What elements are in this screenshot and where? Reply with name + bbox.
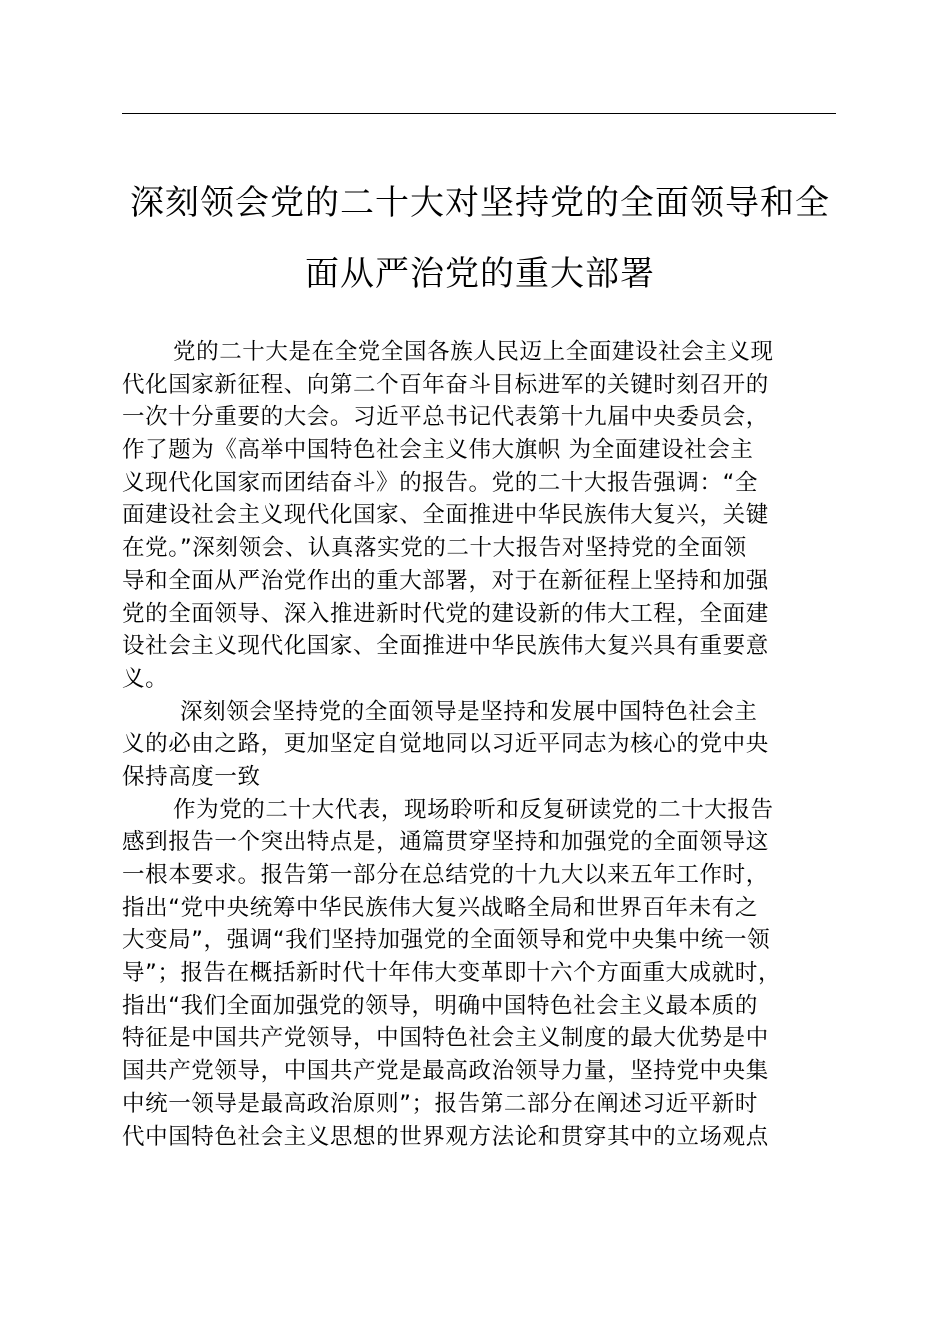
section-heading: [122, 696, 862, 794]
text-line: 深刻领会坚持党的全面领导是坚持和发展中国特色社会主: [180, 698, 758, 725]
text-line: 在党。”深刻领会、认真落实党的二十大报告对坚持党的全面领: [122, 535, 747, 562]
text-line: 导”；报告在概括新时代十年伟大变革即十六个方面重大成就时，: [122, 960, 782, 987]
document-title: [110, 168, 850, 310]
text-line: 代化国家新征程、向第二个百年奋斗目标进军的关键时刻召开的: [122, 371, 769, 398]
text-line: 党的二十大是在全党全国各族人民迈上全面建设社会主义现: [173, 339, 774, 365]
text-line: 国共产党领导，中国共产党是最高政治领导力量，坚持党中央集: [122, 1058, 769, 1085]
text-line: 指出“我们全面加强党的领导，明确中国特色社会主义最本质的: [122, 992, 758, 1019]
text-line: 义现代化国家而团结奋斗》的报告。党的二十大报告强调：“全: [122, 469, 758, 496]
text-line: 保持高度一致: [122, 763, 261, 790]
title-line: 面从严治党的重大部署: [305, 254, 655, 294]
text-line: 面建设社会主义现代化国家、全面推进中华民族伟大复兴，关键: [122, 502, 769, 529]
text-line: 一根本要求。报告第一部分在总结党的十九大以来五年工作时，: [122, 862, 769, 888]
text-line: 义。: [122, 665, 169, 692]
text-line: 特征是中国共产党领导，中国特色社会主义制度的最大优势是中: [122, 1025, 769, 1052]
text-line: 代中国特色社会主义思想的世界观方法论和贯穿其中的立场观点: [122, 1123, 769, 1150]
text-line: 中统一领导是最高政治原则”；报告第二部分在阐述习近平新时: [122, 1090, 758, 1117]
paragraph-body: [122, 794, 862, 1154]
header-rule: [122, 113, 836, 114]
document-body: [122, 336, 862, 1153]
text-line: 作了题为《高举中国特色社会主义伟大旗帜 为全面建设社会主: [122, 437, 754, 464]
text-line: 作为党的二十大代表，现场聆听和反复研读党的二十大报告: [173, 796, 774, 823]
text-line: 一次十分重要的大会。习近平总书记代表第十九届中央委员会，: [122, 404, 769, 431]
text-line: 感到报告一个突出特点是，通篇贯穿坚持和加强党的全面领导这: [122, 829, 769, 856]
text-line: 党的全面领导、深入推进新时代党的建设新的伟大工程，全面建: [122, 600, 769, 627]
text-line: 指出“党中央统筹中华民族伟大复兴战略全局和世界百年未有之: [122, 894, 758, 921]
paragraph-intro: [122, 336, 862, 696]
title-line: 深刻领会党的二十大对坚持党的全面领导和全: [130, 183, 830, 223]
text-line: 设社会主义现代化国家、全面推进中华民族伟大复兴具有重要意: [122, 633, 769, 660]
text-line: 导和全面从严治党作出的重大部署，对于在新征程上坚持和加强: [122, 567, 769, 594]
text-line: 义的必由之路，更加坚定自觉地同以习近平同志为核心的党中央: [122, 731, 769, 758]
text-line: 大变局”，强调“我们坚持加强党的全面领导和党中央集中统一领: [122, 927, 771, 954]
